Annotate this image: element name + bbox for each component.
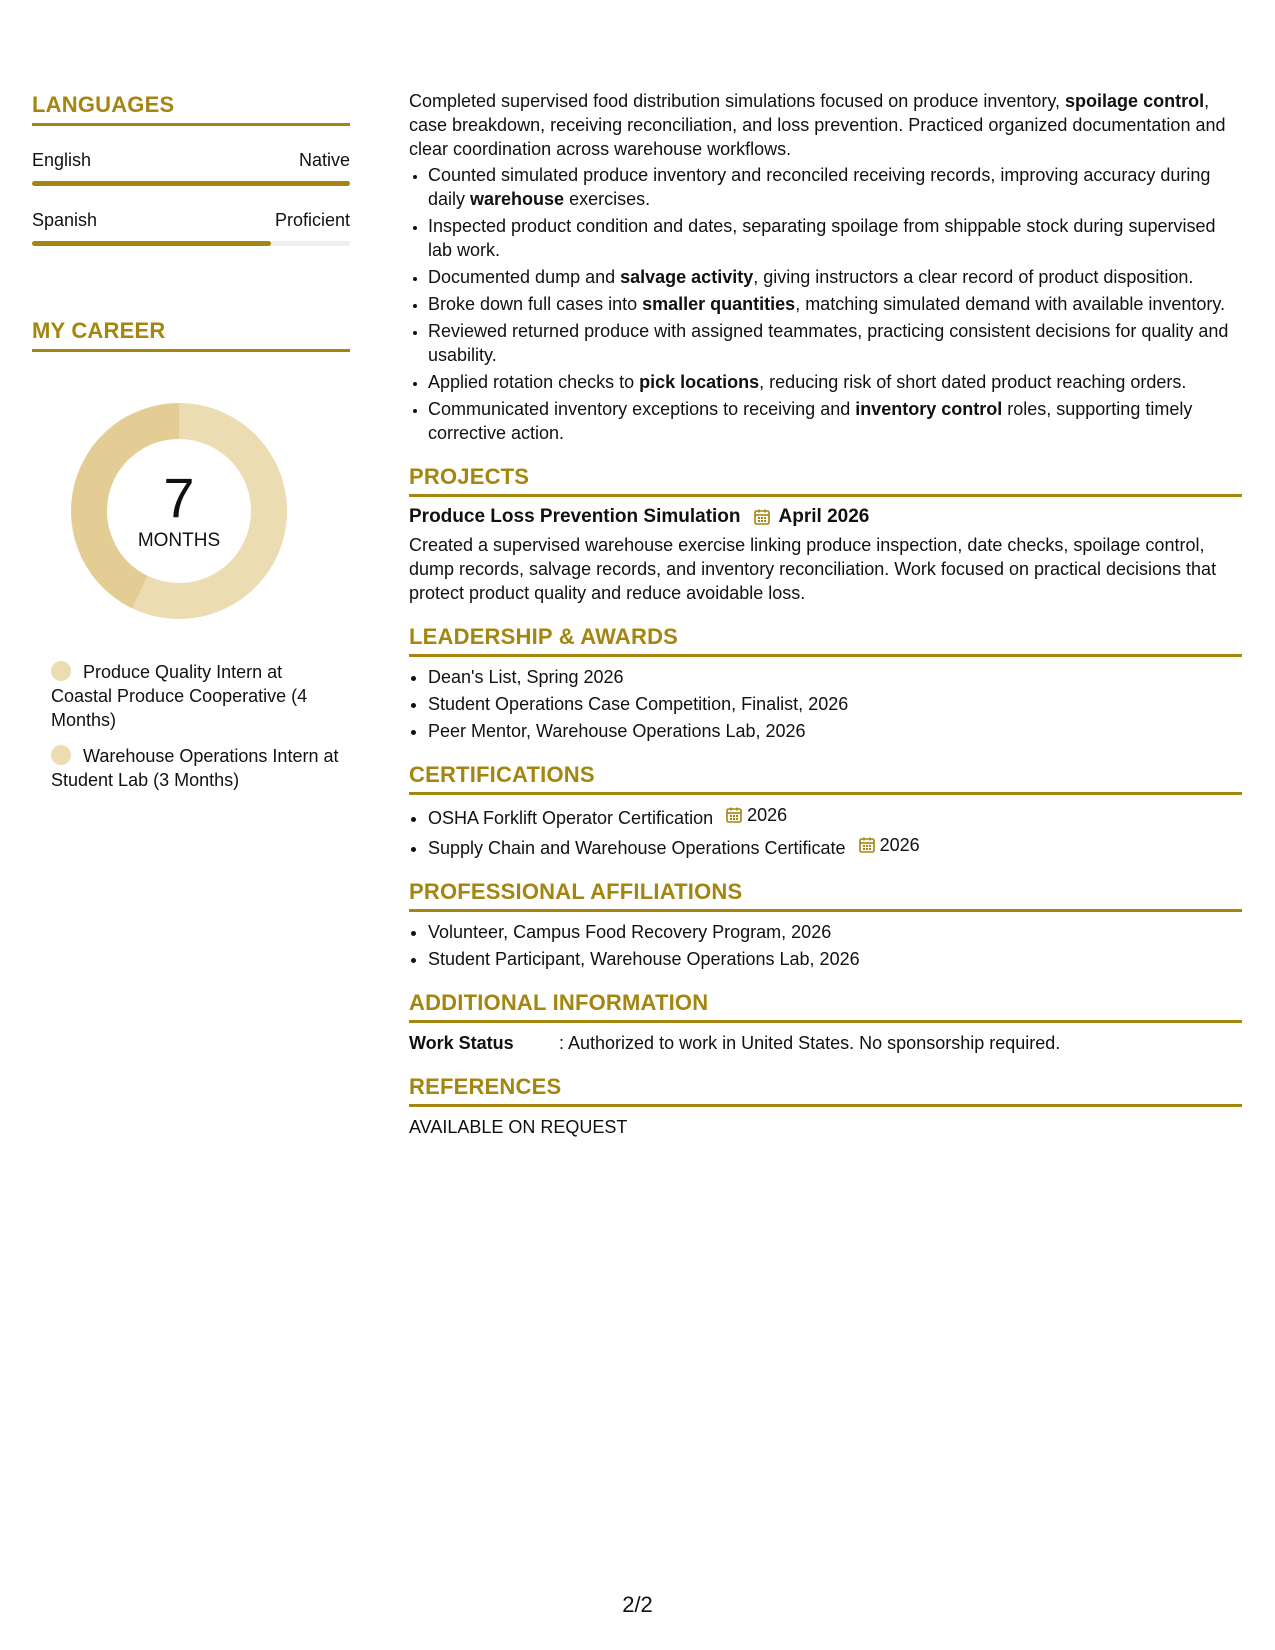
language-proficiency-bar [32, 241, 350, 246]
bold-keyword: warehouse [470, 189, 565, 209]
text-run: Documented dump and [428, 267, 621, 287]
career-legend-item [51, 744, 341, 792]
list-item: • Student Operations Case Competition, Finalist, 2026 [428, 692, 1242, 716]
text-run: Communicated inventory exceptions to receiving and [428, 399, 856, 419]
summary-bullets [409, 163, 1242, 445]
bold-keyword: inventory control [855, 399, 1003, 419]
summary-bullet [428, 319, 1242, 367]
work-status-value: : Authorized to work in United States. No sponsorship required. [559, 1033, 1061, 1053]
certification-item [428, 803, 1242, 830]
career-total-value: 7 [163, 466, 195, 529]
certification-item [428, 833, 1242, 860]
calendar-icon [858, 836, 876, 854]
certifications-title: CERTIFICATIONS [409, 763, 1242, 795]
text-run: , reducing risk of short dated product reaching orders. [759, 372, 1187, 392]
career-legend [51, 660, 341, 792]
project-item [409, 505, 1242, 605]
affiliations-list [409, 920, 1242, 971]
projects-title: PROJECTS [409, 465, 1242, 497]
work-status-key: Work Status [409, 1033, 514, 1053]
affiliations-title: PROFESSIONAL AFFILIATIONS [409, 880, 1242, 912]
text-run: , matching simulated demand with available inventory. [795, 294, 1226, 314]
certification-date-text: 2026 [747, 805, 788, 825]
references-section [409, 1075, 1242, 1139]
experience-summary [409, 89, 1242, 445]
bold-keyword: spoilage control [1065, 91, 1205, 111]
project-header [409, 505, 1242, 529]
text-run: Broke down full cases into [428, 294, 643, 314]
project-description: Created a supervised warehouse exercise linking produce inspection, date checks, spoilage control, dump records, salvage records, and inventory reconciliation. Work focused on practical decisions that protect product quality and reduce avoidable loss. [409, 535, 1217, 603]
bold-keyword: pick locations [639, 372, 760, 392]
references-title: REFERENCES [409, 1075, 1242, 1107]
career-total-unit: MONTHS [137, 530, 221, 551]
additional-title: ADDITIONAL INFORMATION [409, 991, 1242, 1023]
list-item: • Peer Mentor, Warehouse Operations Lab, 2026 [428, 719, 1242, 743]
text-run: Inspected product condition and dates, separating spoilage from shippable stock during supervised lab work. [428, 216, 1216, 260]
project-name: Produce Loss Prevention Simulation [409, 506, 741, 527]
text-run: Completed supervised food distribution simulations focused on produce inventory, [409, 91, 1066, 111]
right-column [409, 89, 1242, 1139]
text-run: , case breakdown, receiving reconciliation, and loss prevention. Practiced organized documentation and clear coordination across warehouse workflows. [409, 91, 1226, 159]
list-item: • Student Participant, Warehouse Operations Lab, 2026 [428, 947, 1242, 971]
summary-bullet [428, 163, 1242, 211]
language-proficiency-fill [32, 241, 271, 246]
page-number: 2/2 [622, 1592, 653, 1617]
language-proficiency-bar [32, 181, 350, 186]
leadership-list [409, 665, 1242, 743]
calendar-icon [725, 806, 743, 824]
summary-bullet [428, 214, 1242, 262]
career-legend-item [51, 660, 341, 732]
career-legend-label: Produce Quality Intern at Coastal Produce Cooperative (4 Months) [51, 662, 308, 730]
affiliations-section [409, 880, 1242, 971]
text-run: , giving instructors a clear record of product disposition. [753, 267, 1194, 287]
language-row [32, 210, 350, 231]
certification-date [713, 803, 787, 827]
summary-bullet [428, 397, 1242, 445]
bold-keyword: smaller quantities [642, 294, 796, 314]
projects-section [409, 465, 1242, 605]
legend-dot-icon [51, 745, 71, 765]
additional-section [409, 991, 1242, 1055]
summary-intro [409, 89, 1242, 161]
certification-date-text: 2026 [879, 835, 920, 855]
leadership-section [409, 625, 1242, 743]
calendar-icon [753, 508, 771, 526]
summary-bullet [428, 292, 1242, 316]
text-run: Applied rotation checks to [428, 372, 640, 392]
list-item: • Dean's List, Spring 2026 [428, 665, 1242, 689]
text-run: exercises. [564, 189, 651, 209]
work-status-row [409, 1031, 1242, 1055]
left-column [32, 92, 350, 804]
text-run: roles, supporting timely corrective action. [428, 399, 1193, 443]
summary-bullet [428, 265, 1242, 289]
career-donut-chart [65, 397, 293, 625]
project-date: April 2026 [778, 506, 870, 527]
bold-keyword: salvage activity [620, 267, 754, 287]
career-title: MY CAREER [32, 318, 350, 352]
career-legend-label: Warehouse Operations Intern at Student Lab (3 Months) [51, 746, 339, 790]
language-proficiency-fill [32, 181, 350, 186]
language-row [32, 150, 350, 171]
certification-name: OSHA Forklift Operator Certification [428, 808, 714, 828]
leadership-title: LEADERSHIP & AWARDS [409, 625, 1242, 657]
language-name: English [32, 150, 92, 170]
certification-date [846, 833, 920, 857]
legend-dot-icon [51, 661, 71, 681]
list-item: • Volunteer, Campus Food Recovery Program, 2026 [428, 920, 1242, 944]
certifications-section [409, 763, 1242, 860]
language-level: Native [298, 150, 350, 170]
text-run: Counted simulated produce inventory and reconciled receiving records, improving accuracy during daily [428, 165, 1211, 209]
text-run: Reviewed returned produce with assigned teammates, practicing consistent decisions for quality and usability. [428, 321, 1229, 365]
certification-name: Supply Chain and Warehouse Operations Certificate [428, 838, 846, 858]
references-text: AVAILABLE ON REQUEST [409, 1117, 628, 1137]
language-name: Spanish [32, 210, 98, 230]
summary-bullet [428, 370, 1242, 394]
language-list [32, 150, 350, 246]
languages-title: LANGUAGES [32, 92, 350, 126]
donut-center [65, 397, 293, 625]
certifications-list [409, 803, 1242, 860]
language-level: Proficient [274, 210, 350, 230]
